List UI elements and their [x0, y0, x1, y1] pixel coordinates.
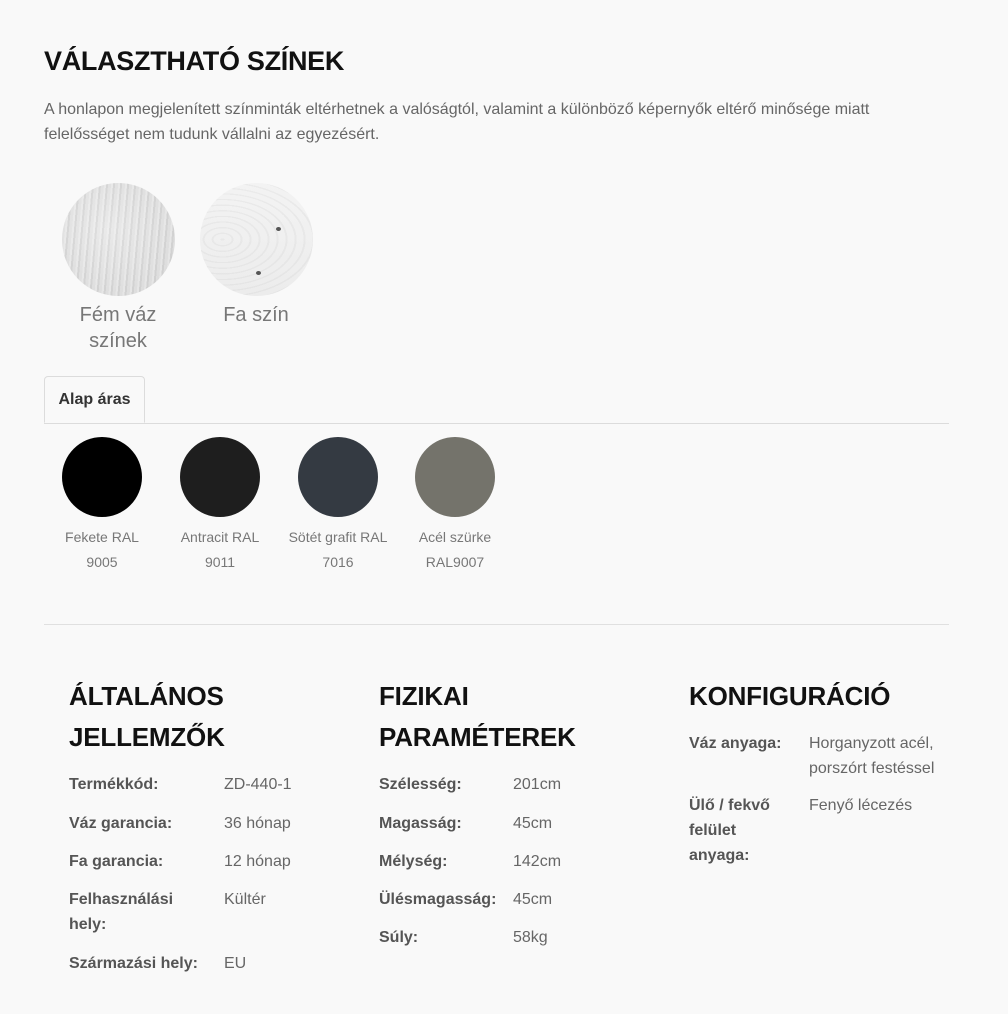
spec-general [69, 676, 339, 976]
spec-key: Fa garancia: [69, 853, 164, 870]
spec-title: ÁLTALÁNOS JELLEMZŐK [69, 681, 225, 752]
wood-texture-swatch[interactable] [200, 183, 313, 296]
category-label: Fa szín [223, 304, 289, 326]
spec-row [69, 772, 339, 811]
section-divider [44, 624, 949, 625]
color-dot[interactable] [62, 437, 142, 517]
color-name: Fekete RAL 9005 [65, 529, 139, 570]
spec-value: 45cm [513, 891, 553, 908]
category-metal-frame[interactable] [53, 183, 183, 354]
spec-row [69, 887, 339, 951]
spec-value: 36 hónap [224, 815, 291, 832]
spec-row [69, 811, 339, 849]
spec-configuration [689, 676, 949, 868]
spec-row [379, 772, 649, 811]
spec-row [379, 887, 649, 925]
spec-value: 12 hónap [224, 853, 291, 870]
spec-value: EU [224, 955, 247, 972]
spec-key: Termékkód: [69, 776, 159, 793]
spec-row [379, 811, 649, 849]
spec-physical [379, 676, 649, 950]
spec-key: Súly: [379, 929, 419, 946]
spec-key: Váz garancia: [69, 815, 173, 832]
spec-key: Magasság: [379, 815, 462, 832]
spec-value: 45cm [513, 815, 553, 832]
color-name: Sötét grafit RAL 7016 [288, 529, 388, 570]
metal-texture-swatch[interactable] [62, 183, 175, 296]
color-name: Antracit RAL 9011 [180, 529, 260, 570]
spec-key: Váz anyaga: [689, 735, 782, 752]
color-swatch-item[interactable] [44, 437, 160, 575]
spec-value: ZD-440-1 [224, 776, 292, 793]
spec-value: Horganyzott acél, porszórt festéssel [809, 735, 935, 777]
spec-key: Ülésmagasság: [379, 891, 497, 908]
color-name: Acél szürke RAL9007 [418, 529, 492, 570]
category-label: Fém váz színek [79, 304, 157, 352]
category-wood[interactable] [191, 183, 321, 328]
spec-key: Szélesség: [379, 776, 462, 793]
section-description: A honlapon megjelenített színminták eltérhetnek a valóságtól, valamint a különböző képernyők eltérő minősége miatt felelősséget nem tudunk vállalni az egyezésért. [44, 101, 870, 143]
tab-alap-aras[interactable]: Alap áras [44, 376, 145, 423]
spec-row [69, 849, 339, 887]
color-swatch-item[interactable] [162, 437, 278, 575]
color-dot[interactable] [180, 437, 260, 517]
spec-value: Kültér [224, 891, 266, 908]
spec-key: Mélység: [379, 853, 448, 870]
color-dot[interactable] [298, 437, 378, 517]
color-swatch-item[interactable] [397, 437, 513, 575]
spec-value: 58kg [513, 929, 548, 946]
tab-bar [44, 376, 949, 424]
spec-title: FIZIKAI PARAMÉTEREK [379, 681, 576, 752]
color-dot[interactable] [415, 437, 495, 517]
spec-row [379, 849, 649, 887]
spec-value: 201cm [513, 776, 562, 793]
spec-title: KONFIGURÁCIÓ [689, 681, 891, 711]
spec-key: Ülő / fekvő felület anyaga: [689, 797, 770, 864]
spec-row [69, 951, 339, 976]
spec-value: Fenyő lécezés [809, 797, 913, 814]
spec-key: Felhasználási hely: [69, 891, 174, 933]
spec-row [689, 793, 949, 868]
spec-value: 142cm [513, 853, 562, 870]
spec-row [689, 731, 949, 793]
spec-key: Származási hely: [69, 955, 198, 972]
section-title: VÁLASZTHATÓ SZÍNEK [44, 46, 345, 76]
spec-row [379, 925, 649, 950]
color-swatch-item[interactable] [280, 437, 396, 575]
